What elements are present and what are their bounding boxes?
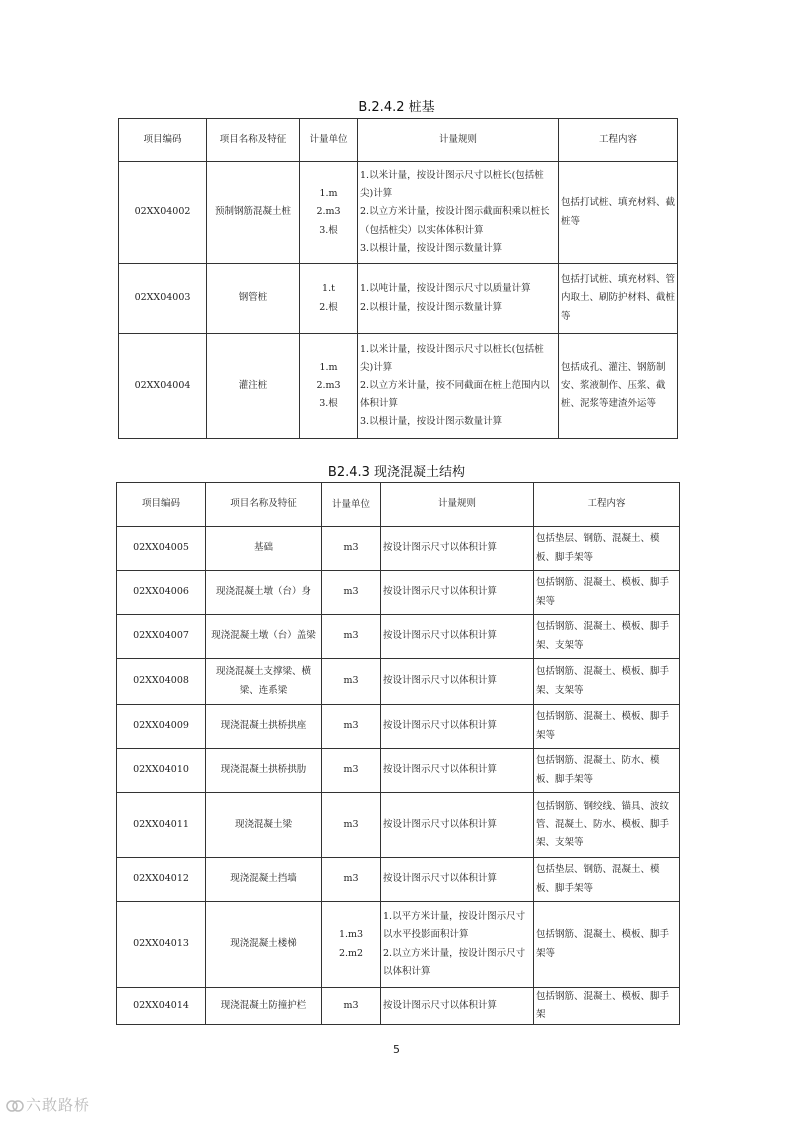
- item-content: 包括垫层、钢筋、混凝土、模板、脚手架等: [534, 527, 680, 571]
- unit-line: 1.m: [319, 361, 338, 373]
- item-name: 现浇混凝土墩（台）盖梁: [206, 615, 322, 659]
- watermark-text: 六敢路桥: [26, 1096, 91, 1114]
- rule-line: 3.以根计量，按设计图示数量计算: [360, 416, 503, 428]
- item-name: 现浇混凝土支撑梁、横梁、连系梁: [206, 659, 322, 705]
- item-content: 包括钢筋、混凝土、防水、模板、脚手架等: [534, 749, 680, 793]
- item-unit: [322, 527, 381, 571]
- watermark: [6, 1094, 90, 1115]
- rule-line: 2.以根计量，按设计图示数量计算: [360, 301, 503, 313]
- rule-line: 按设计图示尺寸以体积计算: [383, 764, 498, 776]
- item-name: 现浇混凝土挡墙: [206, 858, 322, 902]
- item-unit: [322, 749, 381, 793]
- item-code: 02XX04006: [117, 571, 206, 615]
- item-unit: [300, 162, 358, 264]
- rule-line: 按设计图示尺寸以体积计算: [383, 542, 498, 554]
- rule-line: 按设计图示尺寸以体积计算: [383, 586, 498, 598]
- unit-line: 1.t: [322, 283, 335, 295]
- table-row: [117, 902, 680, 988]
- item-name: 现浇混凝土梁: [206, 793, 322, 858]
- item-name: 现浇混凝土防撞护栏: [206, 988, 322, 1025]
- rule-line: 按设计图示尺寸以体积计算: [383, 720, 498, 732]
- item-code: 02XX04011: [117, 793, 206, 858]
- header-name: 项目名称及特征: [206, 483, 322, 527]
- item-unit: [322, 793, 381, 858]
- table-row: [117, 749, 680, 793]
- header-unit: 计量单位: [300, 119, 358, 162]
- unit-line: m3: [343, 675, 359, 687]
- rule-line: 1.以米计量，按设计图示尺寸以桩长(包括桩尖)计算: [360, 343, 544, 373]
- item-rule: [381, 858, 534, 902]
- item-unit: [322, 902, 381, 988]
- unit-line: m3: [343, 630, 359, 642]
- item-name: 现浇混凝土墩（台）身: [206, 571, 322, 615]
- rule-line: 1.以米计量，按设计图示尺寸以桩长(包括桩尖)计算: [360, 170, 544, 200]
- item-code: 02XX04008: [117, 659, 206, 705]
- rule-line: 按设计图示尺寸以体积计算: [383, 675, 498, 687]
- section2-title: B2.4.3 现浇混凝土结构: [327, 465, 466, 480]
- item-code: 02XX04003: [119, 264, 207, 334]
- item-rule: [381, 615, 534, 659]
- unit-line: 2.m3: [316, 206, 341, 218]
- rule-line: 按设计图示尺寸以体积计算: [383, 1000, 498, 1012]
- item-content: 包括钢筋、混凝土、模板、脚手架: [534, 988, 680, 1025]
- item-content: 包括钢筋、混凝土、模板、脚手架等: [534, 902, 680, 988]
- item-code: 02XX04010: [117, 749, 206, 793]
- header-code: 项目编码: [119, 119, 207, 162]
- item-content: 包括打试桩、填充材料、管内取土、刷防护材料、截桩等: [559, 264, 678, 334]
- item-code: 02XX04014: [117, 988, 206, 1025]
- rule-line: 按设计图示尺寸以体积计算: [383, 818, 498, 830]
- item-unit: [322, 659, 381, 705]
- item-content: 包括钢筋、钢绞线、锚具、波纹管、混凝土、防水、模板、脚手架、支架等: [534, 793, 680, 858]
- item-content: 包括成孔、灌注、钢筋制安、浆液制作、压浆、截桩、泥浆等建渣外运等: [559, 334, 678, 439]
- rule-line: 2.以立方米计量，按设计图示尺寸以体积计算: [383, 947, 526, 977]
- item-code: 02XX04009: [117, 705, 206, 749]
- item-rule: [358, 162, 559, 264]
- rule-line: 1.以平方米计量，按设计图示尺寸以水平投影面积计算: [383, 911, 526, 941]
- item-content: 包括钢筋、混凝土、模板、脚手架等: [534, 705, 680, 749]
- item-code: 02XX04005: [117, 527, 206, 571]
- unit-line: m3: [343, 873, 359, 885]
- table-row: [117, 705, 680, 749]
- item-rule: [381, 705, 534, 749]
- item-code: 02XX04013: [117, 902, 206, 988]
- item-rule: [381, 571, 534, 615]
- item-unit: [322, 571, 381, 615]
- item-code: 02XX04012: [117, 858, 206, 902]
- item-name: 现浇混凝土拱桥拱座: [206, 705, 322, 749]
- rule-line: 按设计图示尺寸以体积计算: [383, 630, 498, 642]
- rule-line: 3.以根计量，按设计图示数量计算: [360, 242, 503, 254]
- header-code: 项目编码: [117, 483, 206, 527]
- table-row: [117, 615, 680, 659]
- item-code: 02XX04007: [117, 615, 206, 659]
- table-row: [119, 264, 678, 334]
- item-name: 基础: [206, 527, 322, 571]
- item-rule: [381, 749, 534, 793]
- item-rule: [381, 793, 534, 858]
- item-code: 02XX04002: [119, 162, 207, 264]
- rule-line: 2.以立方米计量，按不同截面在桩上范围内以体积计算: [360, 379, 550, 410]
- item-content: 包括钢筋、混凝土、模板、脚手架、支架等: [534, 659, 680, 705]
- header-content: 工程内容: [534, 483, 680, 527]
- rule-line: 1.以吨计量，按设计图示尺寸以质量计算: [360, 283, 531, 295]
- unit-line: m3: [343, 818, 359, 830]
- item-unit: [300, 334, 358, 439]
- table-row: [117, 659, 680, 705]
- unit-line: 3.根: [319, 224, 338, 236]
- item-unit: [322, 705, 381, 749]
- rule-line: 按设计图示尺寸以体积计算: [383, 873, 498, 885]
- table-row: [119, 334, 678, 439]
- unit-line: m3: [343, 764, 359, 776]
- header-rule: 计量规则: [381, 483, 534, 527]
- section1-title: B.2.4.2 桩基: [358, 100, 435, 115]
- table-row: [117, 988, 680, 1025]
- header-name: 项目名称及特征: [207, 119, 300, 162]
- item-rule: [381, 527, 534, 571]
- unit-line: m3: [343, 586, 359, 598]
- item-unit: [300, 264, 358, 334]
- unit-line: m3: [343, 1000, 359, 1012]
- unit-line: m3: [343, 720, 359, 732]
- item-content: 包括钢筋、混凝土、模板、脚手架等: [534, 571, 680, 615]
- cast-in-place-concrete-table: [116, 482, 680, 1025]
- item-rule: [381, 659, 534, 705]
- table-row: [117, 571, 680, 615]
- item-name: 灌注桩: [207, 334, 300, 439]
- item-name: 现浇混凝土楼梯: [206, 902, 322, 988]
- item-rule: [381, 988, 534, 1025]
- watermark-logo-icon: [6, 1099, 24, 1113]
- item-unit: [322, 988, 381, 1025]
- item-code: 02XX04004: [119, 334, 207, 439]
- item-rule: [381, 902, 534, 988]
- item-rule: [358, 334, 559, 439]
- item-unit: [322, 615, 381, 659]
- item-name: 现浇混凝土拱桥拱肋: [206, 749, 322, 793]
- header-content: 工程内容: [559, 119, 678, 162]
- item-name: 预制钢筋混凝土桩: [207, 162, 300, 264]
- item-name: 钢管桩: [207, 264, 300, 334]
- pile-foundation-table: [118, 118, 678, 439]
- table-row: [117, 858, 680, 902]
- page-number: 5: [393, 1043, 400, 1056]
- unit-line: m3: [343, 542, 359, 554]
- header-rule: 计量规则: [358, 119, 559, 162]
- header-unit: 计量单位: [322, 483, 381, 527]
- item-content: 包括打试桩、填充材料、截桩等: [559, 162, 678, 264]
- unit-line: 2.m3: [316, 379, 341, 391]
- item-rule: [358, 264, 559, 334]
- item-content: 包括垫层、钢筋、混凝土、模板、脚手架等: [534, 858, 680, 902]
- table-row: [117, 793, 680, 858]
- unit-line: 2.根: [319, 301, 338, 313]
- item-unit: [322, 858, 381, 902]
- rule-line: 2.以立方米计量，按设计图示截面积乘以桩长（包括桩尖）以实体体积计算: [360, 206, 550, 236]
- unit-line: 3.根: [319, 398, 338, 410]
- item-content: 包括钢筋、混凝土、模板、脚手架、支架等: [534, 615, 680, 659]
- table-row: [119, 162, 678, 264]
- unit-line: 2.m2: [338, 947, 364, 959]
- table-row: [117, 527, 680, 571]
- unit-line: 1.m: [319, 188, 338, 200]
- unit-line: 1.m3: [338, 929, 364, 941]
